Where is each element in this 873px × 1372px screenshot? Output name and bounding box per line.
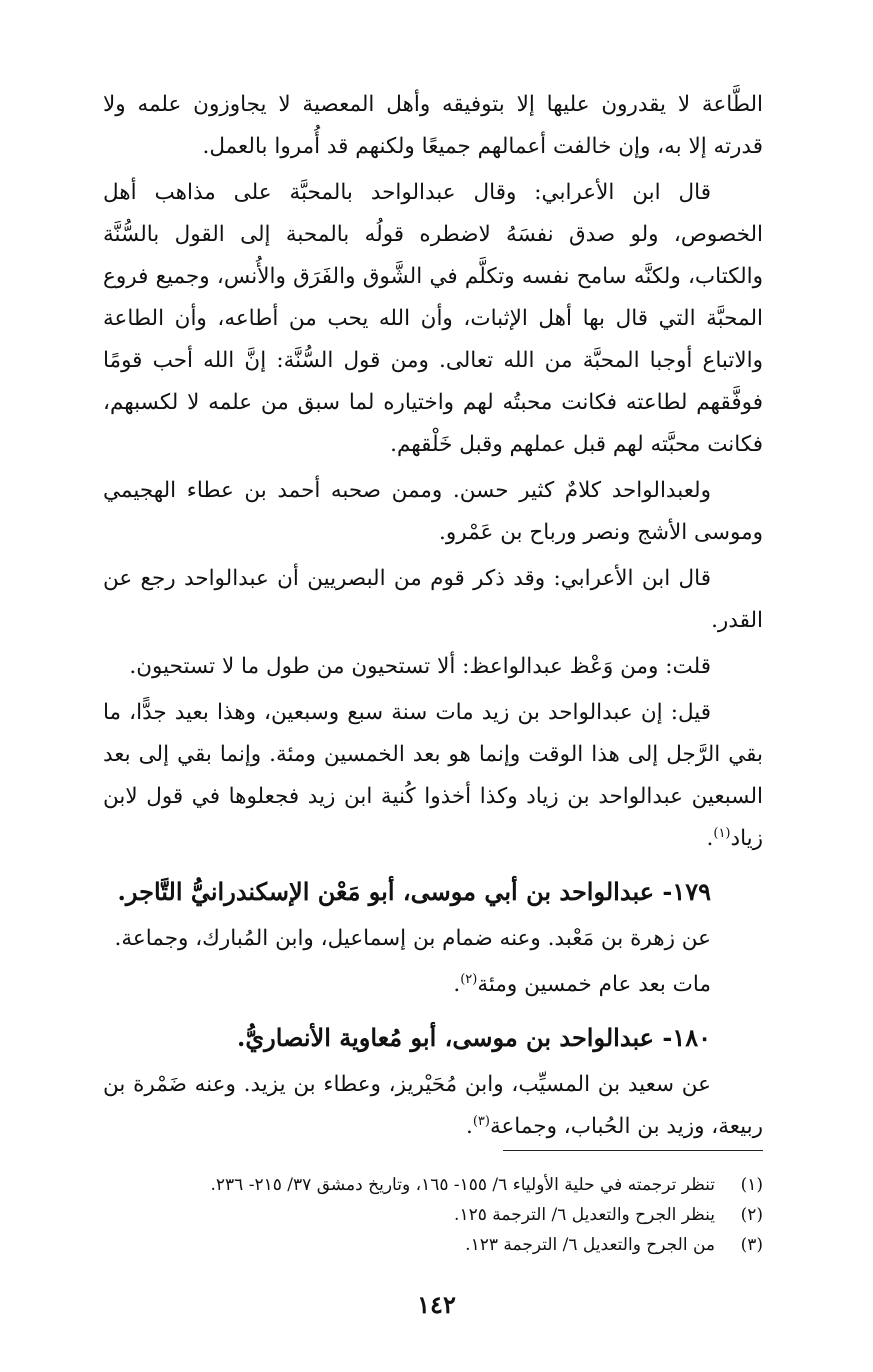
footnote-1-text: تنظر ترجمته في حلية الأولياء ٦/ ١٥٥- ١٦٥، وتاريخ دمشق ٣٧/ ٢١٥- ٢٣٦. bbox=[210, 1175, 715, 1195]
footnote-3-number: (٣) bbox=[740, 1235, 763, 1255]
footnote-2-number: (٢) bbox=[740, 1205, 763, 1225]
footnote-1-number: (١) bbox=[740, 1175, 763, 1195]
paragraph-6-text: قيل: إن عبدالواحد بن زيد مات سنة سبع وسبعين، وهذا بعيد جدًّا، ما بقي الرَّجل إلى هذا الوقت وإنما هو بعد الخمسين ومئة. وإنما بقي إلى بعد السبعين عبدالواحد بن زياد وكذا أخذوا كُنية ابن زيد فجعلوها في قول لابن زياد bbox=[103, 700, 763, 851]
page-number: ١٤٢ bbox=[417, 1290, 456, 1319]
entry-179-line-2-text: مات بعد عام خمسين ومئة bbox=[477, 972, 711, 997]
footnote-1 bbox=[103, 1170, 763, 1200]
footnote-divider bbox=[503, 1150, 763, 1151]
paragraph-6-end: . bbox=[706, 826, 714, 851]
footnote-ref-1[interactable]: (١) bbox=[713, 825, 731, 841]
footnote-3 bbox=[103, 1230, 763, 1260]
entry-heading-180: ١٨٠- عبدالواحد بن موسى، أبو مُعاوية الأنصاريُّ. bbox=[237, 1023, 711, 1052]
paragraph-3: ولعبدالواحد كلامٌ كثير حسن. وممن صحبه أحمد بن عطاء الهجيمي وموسى الأشج ونصر ورباح بن عَمْرو. bbox=[103, 478, 763, 545]
entry-heading-179: ١٧٩- عبدالواحد بن أبي موسى، أبو مَعْن الإسكندرانيُّ التَّاجر. bbox=[117, 877, 711, 906]
footnote-3-text: من الجرح والتعديل ٦/ الترجمة ١٢٣. bbox=[465, 1235, 715, 1255]
footnote-ref-3[interactable]: (٣) bbox=[472, 1113, 490, 1129]
main-text bbox=[103, 84, 763, 1152]
entry-179-line-2 bbox=[103, 964, 763, 1006]
footnote-2 bbox=[103, 1200, 763, 1230]
footnotes bbox=[103, 1170, 763, 1260]
paragraph-1: الطَّاعة لا يقدرون عليها إلا بتوفيقه وأهل المعصية لا يجاوزون علمه ولا قدرته إلا به، وإن خالفت أعمالهم جميعًا ولكنهم قد أُمروا بالعمل. bbox=[103, 92, 763, 159]
paragraph-2: قال ابن الأعرابي: وقال عبدالواحد بالمحبَّة على مذاهب أهل الخصوص، ولو صدق نفسَهُ لاضطره قولُه بالمحبة إلى القول بالسُّنَّة والكتاب، ولكنَّه سامح نفسه وتكلَّم في الشَّوق والفَرَق والأُنس، وجميع فروع المحبَّة التي قال بها أهل الإثبات، وأن الله يحب من أطاعه، وأن الطاعة والاتباع أوجبا المحبَّة من الله تعالى. ومن قول السُّنَّة: إنَّ الله أحب قومًا فوفَّقهم لطاعته فكانت محبتُه لهم واختياره لما سبق من علمه لا لكسبهم، فكانت محبَّته لهم قبل عملهم وقبل خَلْقهم. bbox=[103, 180, 763, 457]
entry-179-line-1: عن زهرة بن مَعْبد. وعنه ضمام بن إسماعيل، وابن المُبارك، وجماعة. bbox=[114, 926, 711, 951]
paragraph-6 bbox=[103, 692, 763, 860]
entry-180-line-1-text: عن سعيد بن المسيِّب، وابن مُحَيْريز، وعطاء بن يزيد. وعنه ضَمْرة بن ربيعة، وزيد بن الحُباب، وجماعة bbox=[103, 1072, 763, 1139]
footnote-2-text: ينظر الجرح والتعديل ٦/ الترجمة ١٢٥. bbox=[454, 1205, 715, 1225]
entry-179-end: . bbox=[453, 972, 461, 997]
footnote-ref-2[interactable]: (٢) bbox=[460, 971, 478, 987]
paragraph-4: قال ابن الأعرابي: وقد ذكر قوم من البصريين أن عبدالواحد رجع عن القدر. bbox=[103, 566, 763, 633]
paragraph-5: قلت: ومن وَعْظ عبدالواعظ: ألا تستحيون من طول ما لا تستحيون. bbox=[129, 654, 711, 679]
entry-180-end: . bbox=[465, 1114, 473, 1139]
entry-180-line-1 bbox=[103, 1064, 763, 1148]
